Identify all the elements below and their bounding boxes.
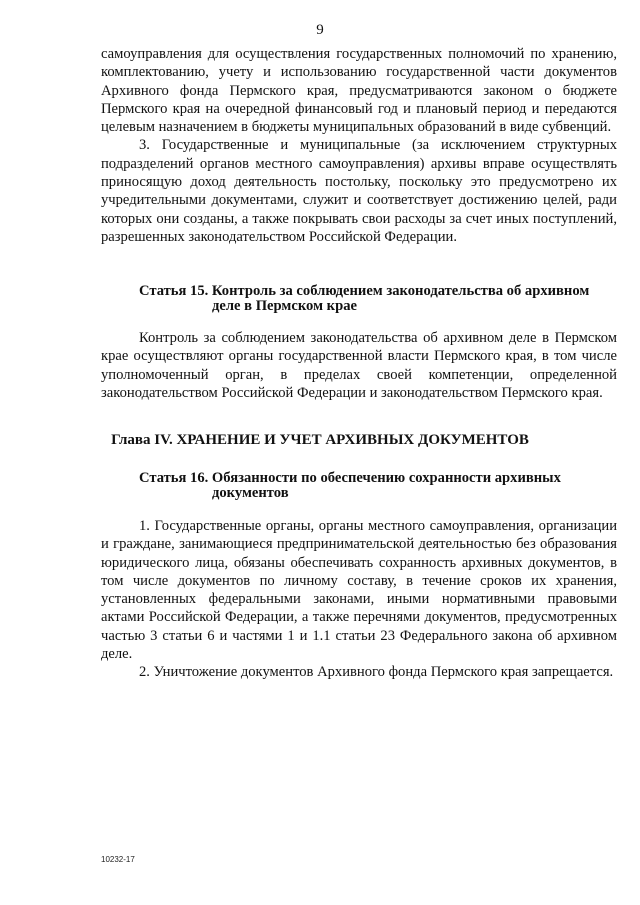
article-15-heading — [139, 284, 617, 314]
article-15-title-line1: Статья 15. Контроль за соблюдением законодательства об архивном — [139, 283, 590, 299]
paragraph-3-archives-income: 3. Государственные и муниципальные (за исключением структурных подразделений органов местного самоуправления) архивы вправе осуществлять приносящую доход деятельность постольку, поскольку это предусмотрено их учредительными документами, служит и соответствует достижению целей, ради которых они созданы, а также покрывать свои расходы за счет иных поступлений, разрешенных законодательством Российской Федерации. — [101, 137, 617, 245]
page-number: 9 — [316, 22, 324, 38]
article-16-title-line1: Статья 16. Обязанности по обеспечению сохранности архивных — [139, 470, 561, 486]
article-16-body — [101, 517, 617, 682]
document-code: 10232-17 — [101, 855, 135, 864]
article-15-title-line2: деле в Пермском крае — [212, 298, 357, 314]
article-15-paragraph: Контроль за соблюдением законодательства об архивном деле в Пермском крае осуществляют органы государственной власти Пермского края, в том числе уполномоченный орган, в пределах своей компетенции, определенной законодательством Российской Федерации и законодательством Пермского края. — [101, 330, 617, 401]
continuation-text — [101, 45, 617, 246]
paragraph-subventions: самоуправления для осуществления государственных полномочий по хранению, комплектованию, учету и использованию государственной части документов Архивного фонда Пермского края, предусматриваются законом о бюджете Пермского края на очередной финансовый год и плановый период и передаются целевым назначением в бюджеты муниципальных образований в виде субвенций. — [101, 46, 617, 136]
article-16-heading — [139, 471, 617, 501]
article-16-paragraph-2: 2. Уничтожение документов Архивного фонда Пермского края запрещается. — [139, 664, 614, 681]
article-16-title-line2: документов — [212, 485, 289, 501]
article-15-body — [101, 329, 617, 402]
article-16-paragraph-1: 1. Государственные органы, органы местного самоуправления, организации и граждане, занимающиеся предпринимательской деятельностью без образования юридического лица, обязаны обеспечивать сохранность архивных документов, в том числе документов по личному составу, в течение сроков их хранения, установленных федеральными законами, иными нормативными правовыми актами Российской Федерации, а также перечнями документов, предусмотренных частью 3 статьи 6 и частями 1 и 1.1 статьи 23 Федерального закона об архивном деле. — [101, 518, 617, 663]
chapter-heading: Глава IV. ХРАНЕНИЕ И УЧЕТ АРХИВНЫХ ДОКУМЕНТОВ — [111, 432, 529, 448]
